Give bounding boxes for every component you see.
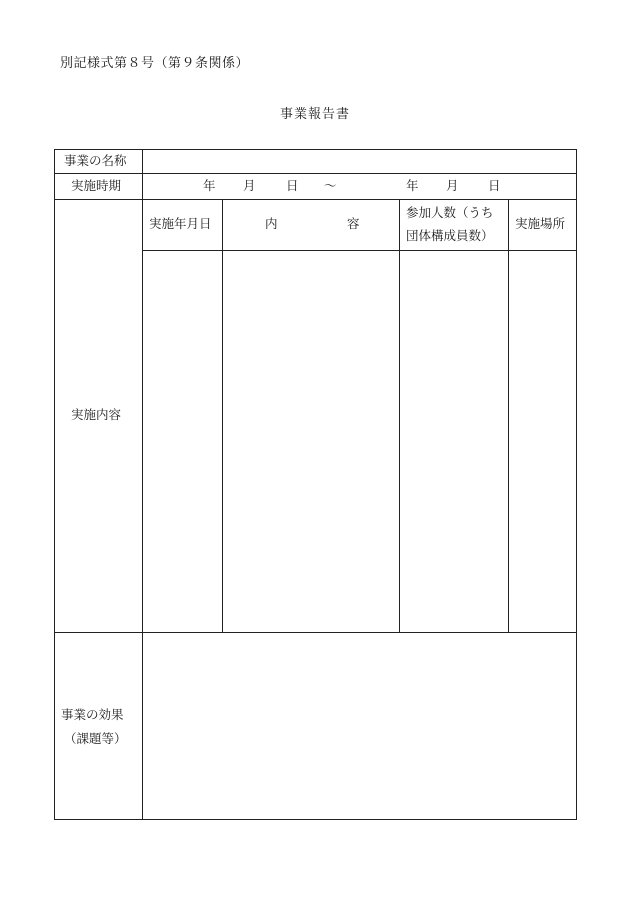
period-end-month: 月 xyxy=(446,178,459,193)
header-date: 実施年月日 xyxy=(149,216,212,231)
table-border-left xyxy=(54,149,55,820)
effect-field[interactable] xyxy=(143,633,576,819)
header-content-a: 内 xyxy=(265,216,278,231)
header-venue: 実施場所 xyxy=(515,216,566,231)
effect-label-line2: （課題等） xyxy=(64,731,127,746)
period-start-year: 年 xyxy=(203,178,216,193)
period-tilde: ～ xyxy=(324,178,337,193)
period-end-day: 日 xyxy=(488,178,501,193)
content-participants-column[interactable] xyxy=(400,251,508,632)
document-title: 事業報告書 xyxy=(279,107,350,122)
period-end-year: 年 xyxy=(406,178,419,193)
project-name-label: 事業の名称 xyxy=(64,153,127,168)
header-content-b: 容 xyxy=(347,216,360,231)
content-date-column[interactable] xyxy=(143,251,222,632)
content-label: 実施内容 xyxy=(71,407,122,422)
period-start-month: 月 xyxy=(243,178,256,193)
effect-label-line1: 事業の効果 xyxy=(61,707,124,722)
row-divider-name xyxy=(54,173,577,174)
content-detail-column[interactable] xyxy=(223,251,399,632)
period-label: 実施時期 xyxy=(71,178,122,193)
table-border-bottom xyxy=(54,819,577,820)
header-participants-line2: 団体構成員数） xyxy=(406,228,494,243)
content-venue-column[interactable] xyxy=(509,251,576,632)
period-start-day: 日 xyxy=(286,178,299,193)
row-divider-period xyxy=(54,199,577,200)
form-reference: 別記様式第８号（第９条関係） xyxy=(60,56,250,71)
project-name-field[interactable] xyxy=(143,150,576,173)
header-participants-line1: 参加人数（うち xyxy=(406,205,494,220)
